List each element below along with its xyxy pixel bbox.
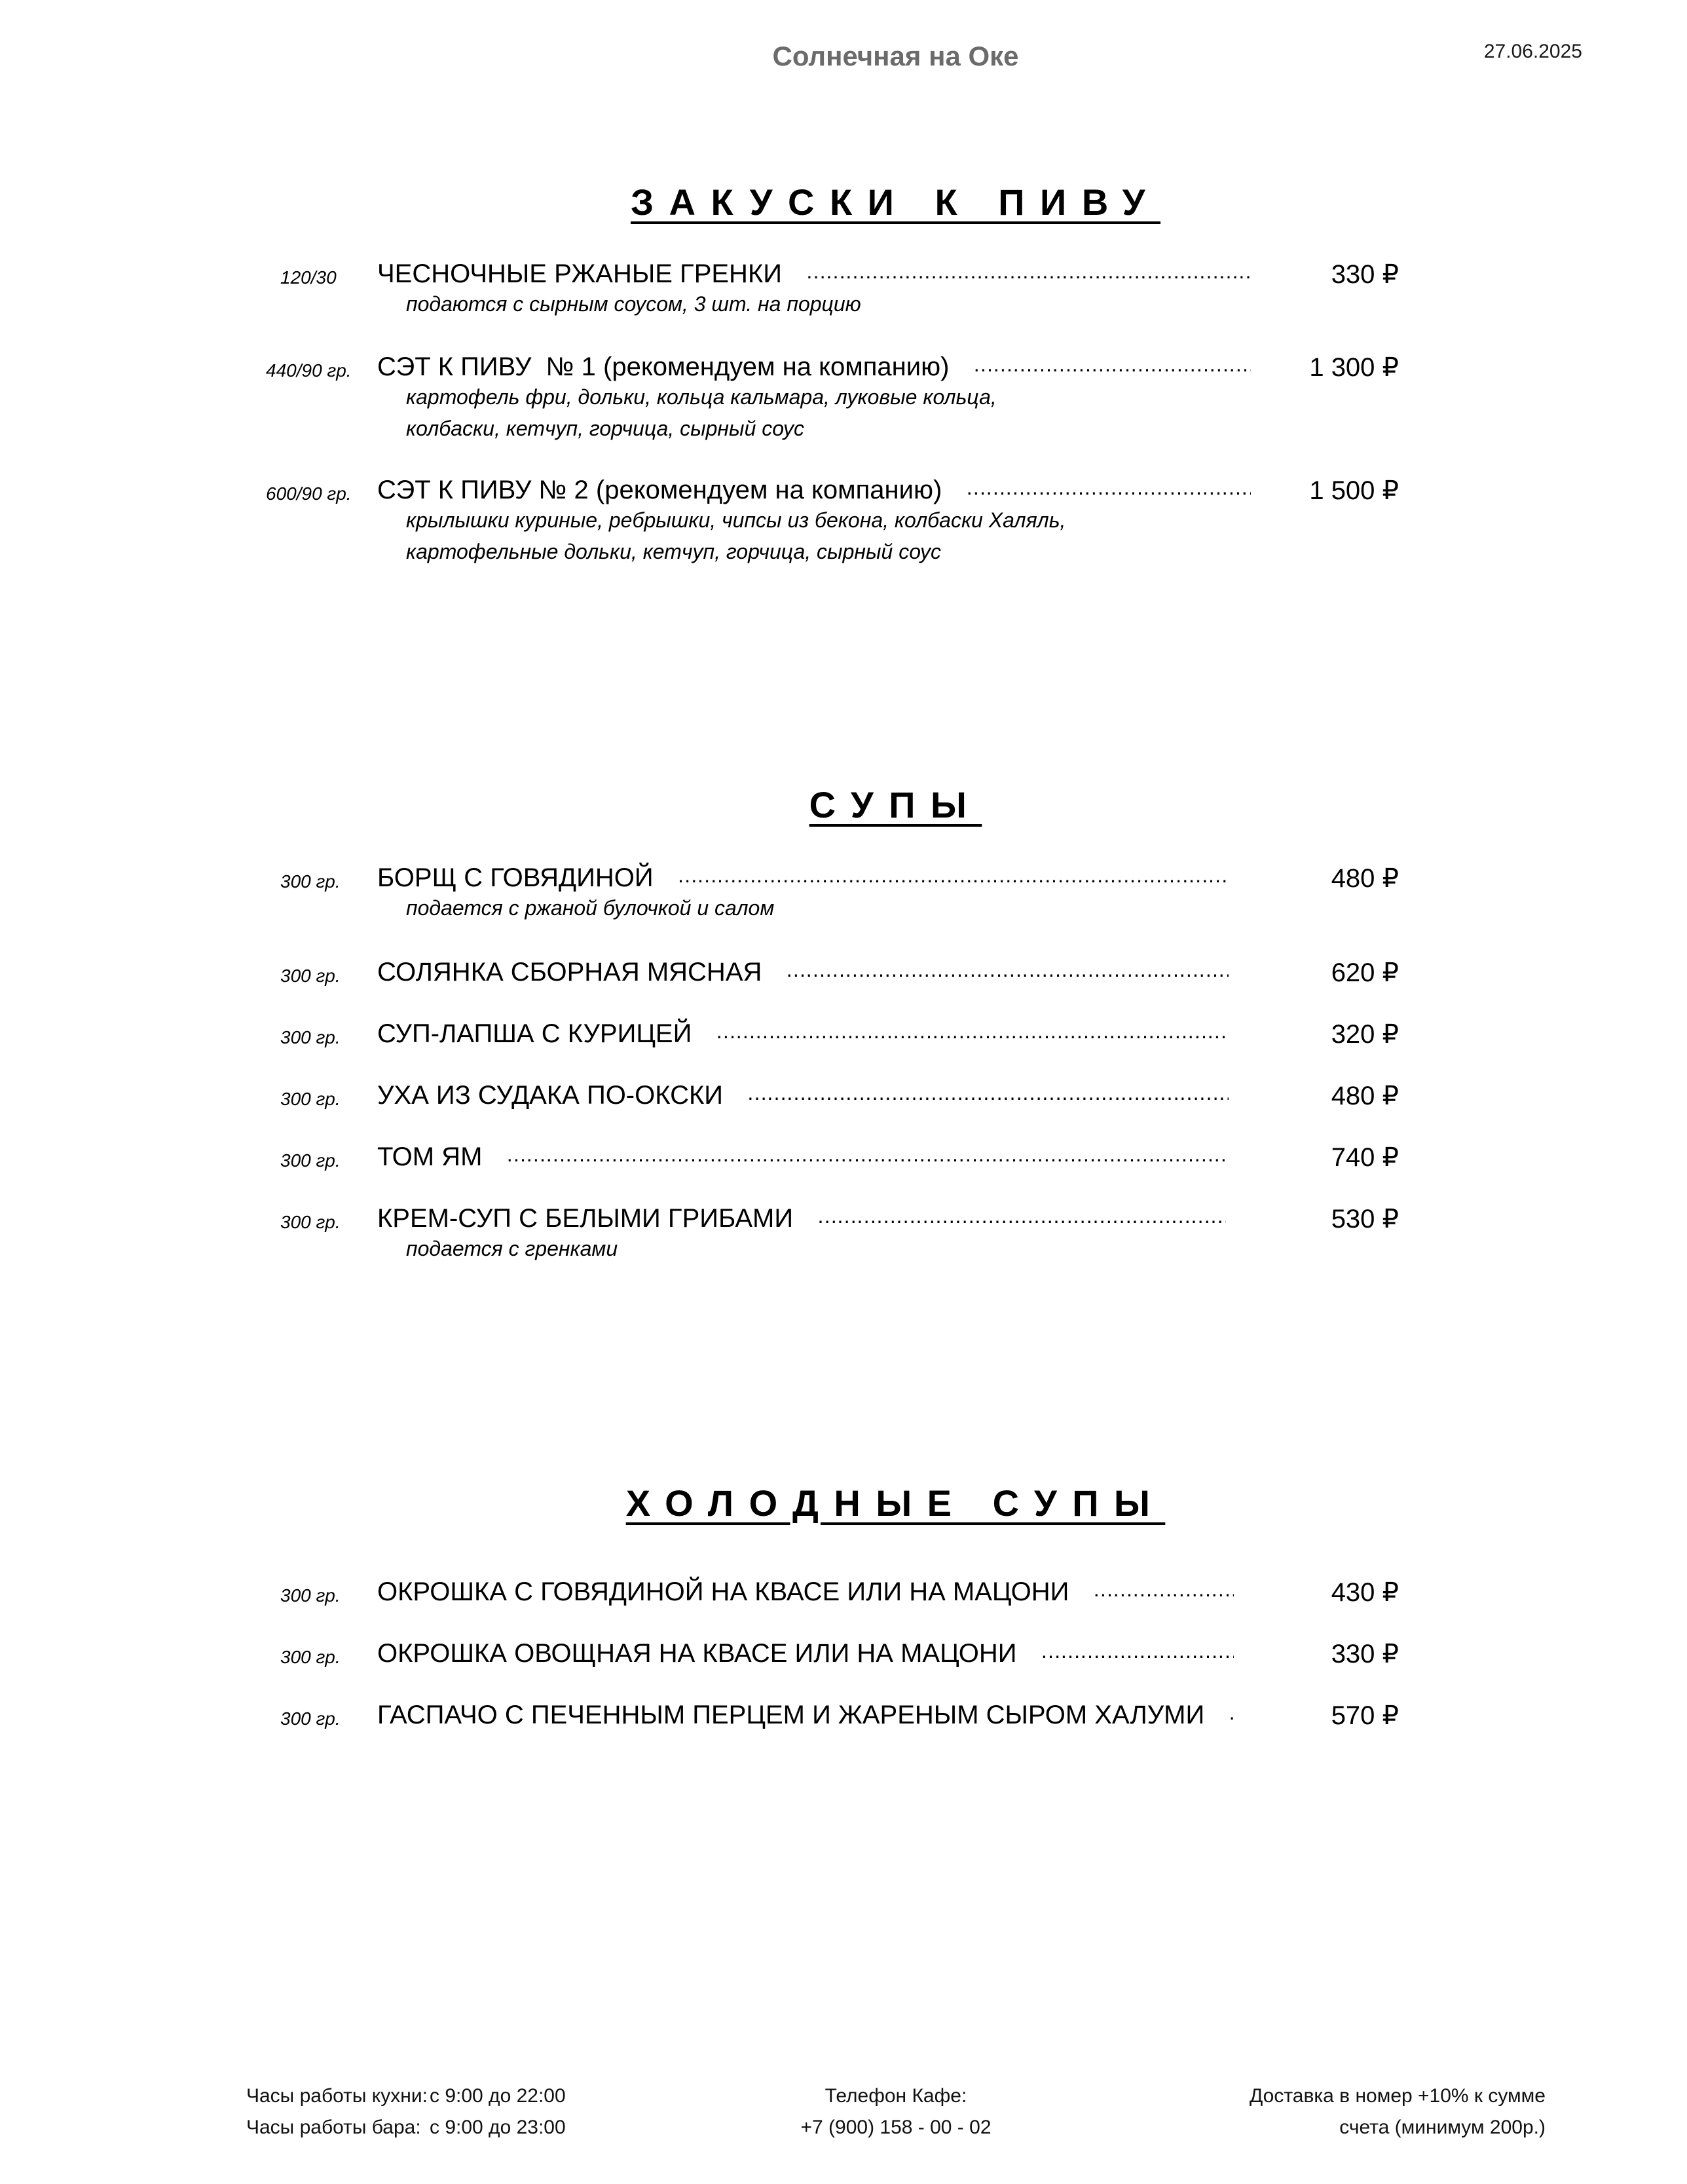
bar-hours: с 9:00 до 23:00: [430, 2117, 566, 2138]
item-weight: 300 гр.: [280, 1150, 341, 1171]
bar-hours-label: Часы работы бара:: [246, 2117, 421, 2138]
item-weight: 300 гр.: [280, 871, 341, 892]
item-weight: 300 гр.: [280, 1027, 341, 1047]
item-name: СУП-ЛАПША С КУРИЦЕЙ: [377, 1019, 692, 1048]
dot-leader: [785, 958, 1229, 988]
item-name: БОРЩ С ГОВЯДИНОЙ: [377, 863, 654, 892]
item-price: 570 ₽: [1331, 1701, 1399, 1730]
item-name: СЭТ К ПИВУ № 2 (рекомендуем на компанию): [377, 476, 942, 504]
item-name: ГАСПАЧО С ПЕЧЕННЫМ ПЕРЦЕМ И ЖАРЕНЫМ СЫРОМ ХАЛУМИ: [377, 1701, 1205, 1729]
dot-leader: [677, 863, 1229, 894]
item-description: крылышки куриные, ребрышки, чипсы из бекона, колбаски Халяль,: [406, 508, 1066, 532]
item-name: СОЛЯНКА СБОРНАЯ МЯСНАЯ: [377, 958, 762, 987]
item-weight: 300 гр.: [280, 1212, 341, 1232]
item-price: 330 ₽: [1331, 260, 1399, 289]
delivery-note-line-1: Доставка в номер +10% к сумме: [1250, 2085, 1546, 2107]
item-name: ОКРОШКА ОВОЩНАЯ НА КВАСЕ ИЛИ НА МАЦОНИ: [377, 1639, 1017, 1668]
item-weight: 300 гр.: [280, 1708, 341, 1729]
item-description: колбаски, кетчуп, горчица, сырный соус: [406, 417, 804, 440]
menu-date: 27.06.2025: [1483, 41, 1582, 62]
dot-leader: [817, 1204, 1226, 1234]
item-price: 480 ₽: [1331, 864, 1399, 893]
phone-number: +7 (900) 158 - 00 - 02: [800, 2117, 992, 2138]
kitchen-hours: с 9:00 до 22:00: [430, 2085, 566, 2107]
item-weight: 300 гр.: [280, 966, 341, 986]
item-description: картофель фри, дольки, кольца кальмара, луковые кольца,: [406, 385, 997, 409]
item-price: 480 ₽: [1331, 1082, 1399, 1110]
item-name: ЧЕСНОЧНЫЕ РЖАНЫЕ ГРЕНКИ: [377, 259, 782, 288]
dot-leader: [1092, 1577, 1234, 1608]
phone-label: Телефон Кафе:: [825, 2085, 967, 2107]
item-price: 620 ₽: [1331, 958, 1399, 987]
item-description: подаются с сырным соусом, 3 шт. на порцию: [406, 292, 861, 316]
item-price: 1 500 ₽: [1309, 476, 1399, 505]
item-name: СЭТ К ПИВУ № 1 (рекомендуем на компанию): [377, 352, 950, 381]
item-price: 330 ₽: [1331, 1640, 1399, 1668]
item-description: подается с ржаной булочкой и салом: [406, 896, 775, 920]
item-weight: 300 гр.: [280, 1647, 341, 1667]
dot-leader: [715, 1019, 1229, 1049]
item-price: 530 ₽: [1331, 1205, 1399, 1233]
item-description: картофельные дольки, кетчуп, горчица, сырный соус: [406, 540, 941, 563]
item-name: ОКРОШКА С ГОВЯДИНОЙ НА КВАСЕ ИЛИ НА МАЦОНИ: [377, 1577, 1069, 1606]
item-price: 320 ₽: [1331, 1020, 1399, 1049]
kitchen-hours-label: Часы работы кухни:: [246, 2085, 428, 2107]
item-description: подается с гренками: [406, 1237, 618, 1260]
section-title: СУПЫ: [809, 784, 982, 825]
item-name: КРЕМ-СУП С БЕЛЫМИ ГРИБАМИ: [377, 1204, 794, 1233]
item-weight: 120/30: [280, 267, 337, 288]
item-weight: 300 гр.: [280, 1089, 341, 1109]
item-name: УХА ИЗ СУДАКА ПО-ОКСКИ: [377, 1081, 724, 1110]
item-price: 1 300 ₽: [1309, 353, 1399, 382]
item-price: 740 ₽: [1331, 1143, 1399, 1172]
dot-leader: [965, 476, 1251, 506]
item-price: 430 ₽: [1331, 1578, 1399, 1607]
item-weight: 440/90 гр.: [266, 360, 352, 381]
item-name: ТОМ ЯМ: [377, 1142, 483, 1171]
item-weight: 600/90 гр.: [266, 483, 352, 504]
delivery-note-line-2: счета (минимум 200р.): [1339, 2117, 1546, 2138]
dot-leader: [506, 1142, 1229, 1173]
dot-leader: [973, 352, 1251, 383]
dot-leader: [1228, 1701, 1235, 1731]
dot-leader: [747, 1081, 1229, 1111]
dot-leader: [1041, 1639, 1234, 1669]
section-title: ЗАКУСКИ К ПИВУ: [630, 181, 1161, 223]
dot-leader: [806, 259, 1251, 290]
item-weight: 300 гр.: [280, 1585, 341, 1606]
section-title: ХОЛОДНЫЕ СУПЫ: [625, 1482, 1166, 1524]
venue-title: Солнечная на Оке: [772, 41, 1019, 71]
